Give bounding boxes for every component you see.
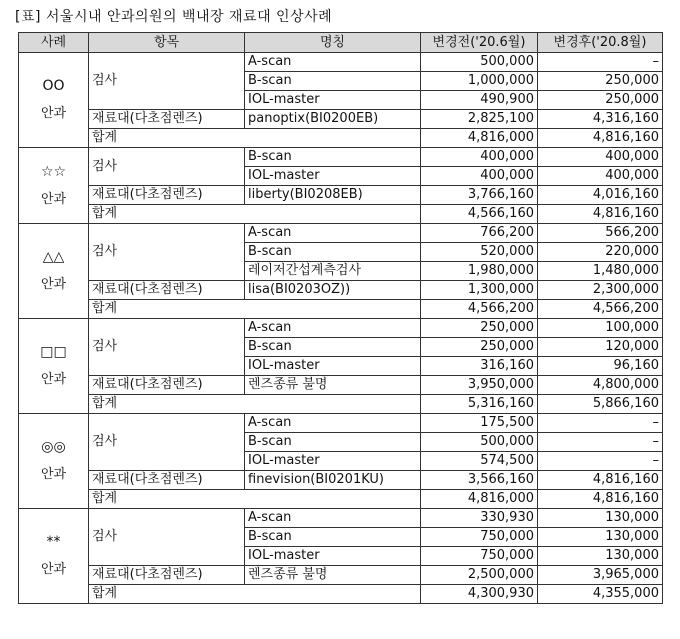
- before-value-cell: 4,566,160: [421, 205, 538, 224]
- table-row: [19, 414, 663, 433]
- table-body: [19, 53, 663, 604]
- after-value-cell: 1,480,000: [538, 262, 663, 281]
- after-value-cell: 4,566,200: [538, 300, 663, 319]
- after-value-cell: 220,000: [538, 243, 663, 262]
- item-name-cell: A-scan: [245, 509, 421, 528]
- before-value-cell: 4,300,930: [421, 585, 538, 604]
- case-symbol: ☆☆: [40, 163, 67, 180]
- item-name-cell: A-scan: [245, 53, 421, 72]
- table-row: [19, 585, 663, 604]
- after-value-cell: 400,000: [538, 167, 663, 186]
- item-name-cell: 레이저간섭계측검사: [245, 262, 421, 281]
- case-clinic: 안과: [40, 467, 67, 482]
- item-name-cell: B-scan: [245, 148, 421, 167]
- case-clinic: 안과: [40, 191, 67, 207]
- before-value-cell: 316,160: [421, 357, 538, 376]
- item-name-cell: liberty(BI0208EB): [245, 186, 421, 205]
- item-name-cell: panoptix(BI0200EB): [245, 110, 421, 129]
- case-symbol: △△: [42, 249, 65, 265]
- case-cell: [19, 224, 89, 319]
- before-value-cell: 400,000: [421, 148, 538, 167]
- table-row: [19, 319, 663, 338]
- before-value-cell: 2,825,100: [421, 110, 538, 129]
- table-caption: [표] 서울시내 안과의원의 백내장 재료대 인상사례: [15, 9, 333, 25]
- after-value-cell: 4,816,160: [538, 471, 663, 490]
- after-value-cell: 96,160: [538, 357, 663, 376]
- before-value-cell: 4,816,000: [421, 129, 538, 148]
- category-cell: 검사: [89, 53, 245, 110]
- case-symbol: □□: [40, 344, 67, 360]
- item-name-cell: IOL-master: [245, 357, 421, 376]
- case-symbol: **: [46, 534, 61, 550]
- before-value-cell: 1,980,000: [421, 262, 538, 281]
- item-name-cell: IOL-master: [245, 167, 421, 186]
- after-value-cell: 4,316,160: [538, 110, 663, 129]
- total-label-cell: 합계: [89, 129, 421, 148]
- after-value-cell: 130,000: [538, 528, 663, 547]
- table-row: [19, 110, 663, 129]
- after-value-cell: 4,016,160: [538, 186, 663, 205]
- item-name-cell: IOL-master: [245, 452, 421, 471]
- item-name-cell: A-scan: [245, 224, 421, 243]
- item-name-cell: B-scan: [245, 433, 421, 452]
- table-row: [19, 186, 663, 205]
- case-symbol: OO: [42, 78, 65, 94]
- table-row: [19, 376, 663, 395]
- case-cell: [19, 148, 89, 224]
- case-clinic: 안과: [40, 106, 67, 121]
- table-row: [19, 395, 663, 414]
- header-after: 변경후('20.8월): [538, 33, 663, 53]
- before-value-cell: 3,566,160: [421, 471, 538, 490]
- before-value-cell: 750,000: [421, 547, 538, 566]
- after-value-cell: 250,000: [538, 72, 663, 91]
- after-value-cell: 3,965,000: [538, 566, 663, 585]
- item-name-cell: IOL-master: [245, 91, 421, 110]
- after-value-cell: –: [538, 433, 663, 452]
- before-value-cell: 175,500: [421, 414, 538, 433]
- category-cell: 검사: [89, 148, 245, 186]
- after-value-cell: 4,800,000: [538, 376, 663, 395]
- total-label-cell: 합계: [89, 490, 421, 509]
- before-value-cell: 574,500: [421, 452, 538, 471]
- item-name-cell: B-scan: [245, 72, 421, 91]
- before-value-cell: 2,500,000: [421, 566, 538, 585]
- item-name-cell: 렌즈종류 불명: [245, 566, 421, 585]
- after-value-cell: 2,300,000: [538, 281, 663, 300]
- table-row: [19, 471, 663, 490]
- after-value-cell: 4,816,160: [538, 205, 663, 224]
- before-value-cell: 750,000: [421, 528, 538, 547]
- before-value-cell: 330,930: [421, 509, 538, 528]
- before-value-cell: 4,566,200: [421, 300, 538, 319]
- after-value-cell: 100,000: [538, 319, 663, 338]
- before-value-cell: 5,316,160: [421, 395, 538, 414]
- before-value-cell: 4,816,000: [421, 490, 538, 509]
- header-row: [19, 33, 663, 53]
- category-cell: 재료대(다초점렌즈): [89, 566, 245, 585]
- table-row: [19, 281, 663, 300]
- item-name-cell: B-scan: [245, 528, 421, 547]
- after-value-cell: 4,816,160: [538, 129, 663, 148]
- after-value-cell: 566,200: [538, 224, 663, 243]
- category-cell: 검사: [89, 319, 245, 376]
- case-cell: [19, 509, 89, 604]
- before-value-cell: 3,766,160: [421, 186, 538, 205]
- before-value-cell: 400,000: [421, 167, 538, 186]
- after-value-cell: 400,000: [538, 148, 663, 167]
- total-label-cell: 합계: [89, 395, 421, 414]
- after-value-cell: –: [538, 452, 663, 471]
- before-value-cell: 500,000: [421, 433, 538, 452]
- table-row: [19, 205, 663, 224]
- cataract-cost-table: [18, 32, 663, 604]
- table-row: [19, 53, 663, 72]
- after-value-cell: 130,000: [538, 509, 663, 528]
- table-row: [19, 300, 663, 319]
- table-row: [19, 509, 663, 528]
- case-clinic: 안과: [40, 277, 67, 292]
- before-value-cell: 1,300,000: [421, 281, 538, 300]
- table-row: [19, 129, 663, 148]
- header-case: 사례: [19, 33, 89, 53]
- total-label-cell: 합계: [89, 300, 421, 319]
- before-value-cell: 766,200: [421, 224, 538, 243]
- header-name: 명칭: [245, 33, 421, 53]
- item-name-cell: IOL-master: [245, 547, 421, 566]
- table-row: [19, 490, 663, 509]
- total-label-cell: 합계: [89, 205, 421, 224]
- item-name-cell: A-scan: [245, 414, 421, 433]
- before-value-cell: 500,000: [421, 53, 538, 72]
- item-name-cell: lisa(BI0203OZ)): [245, 281, 421, 300]
- category-cell: 재료대(다초점렌즈): [89, 110, 245, 129]
- table-row: [19, 148, 663, 167]
- table-row: [19, 224, 663, 243]
- after-value-cell: –: [538, 53, 663, 72]
- item-name-cell: A-scan: [245, 319, 421, 338]
- category-cell: 재료대(다초점렌즈): [89, 376, 245, 395]
- case-clinic: 안과: [40, 372, 67, 387]
- item-name-cell: B-scan: [245, 338, 421, 357]
- header-before: 변경전('20.6월): [421, 33, 538, 53]
- case-cell: [19, 53, 89, 148]
- category-cell: 검사: [89, 224, 245, 281]
- category-cell: 검사: [89, 414, 245, 471]
- after-value-cell: 4,355,000: [538, 585, 663, 604]
- after-value-cell: 120,000: [538, 338, 663, 357]
- before-value-cell: 250,000: [421, 319, 538, 338]
- case-cell: [19, 414, 89, 509]
- item-name-cell: 렌즈종류 불명: [245, 376, 421, 395]
- before-value-cell: 3,950,000: [421, 376, 538, 395]
- before-value-cell: 250,000: [421, 338, 538, 357]
- after-value-cell: 250,000: [538, 91, 663, 110]
- category-cell: 재료대(다초점렌즈): [89, 471, 245, 490]
- item-name-cell: B-scan: [245, 243, 421, 262]
- case-symbol: ◎◎: [41, 439, 66, 455]
- before-value-cell: 490,900: [421, 91, 538, 110]
- item-name-cell: finevision(BI0201KU): [245, 471, 421, 490]
- category-cell: 재료대(다초점렌즈): [89, 281, 245, 300]
- table-row: [19, 566, 663, 585]
- header-item: 항목: [89, 33, 245, 53]
- category-cell: 검사: [89, 509, 245, 566]
- after-value-cell: 130,000: [538, 547, 663, 566]
- case-cell: [19, 319, 89, 414]
- before-value-cell: 1,000,000: [421, 72, 538, 91]
- total-label-cell: 합계: [89, 585, 421, 604]
- case-clinic: 안과: [40, 562, 67, 577]
- category-cell: 재료대(다초점렌즈): [89, 186, 245, 205]
- after-value-cell: 5,866,160: [538, 395, 663, 414]
- before-value-cell: 520,000: [421, 243, 538, 262]
- after-value-cell: –: [538, 414, 663, 433]
- after-value-cell: 4,816,160: [538, 490, 663, 509]
